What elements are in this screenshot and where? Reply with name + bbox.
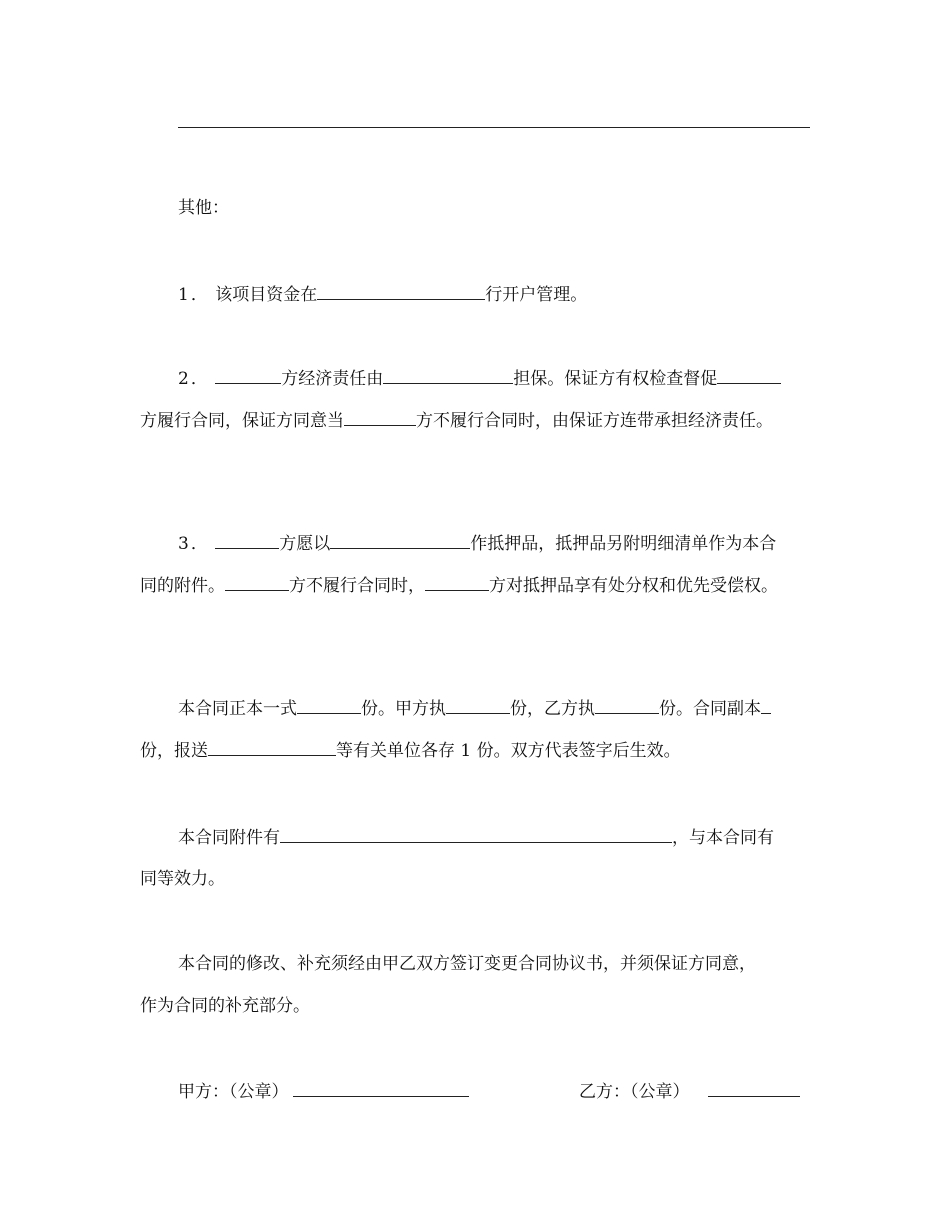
party-a-seal-blank[interactable] — [293, 1080, 469, 1097]
copies-count-blank[interactable] — [297, 697, 361, 714]
party-blank[interactable] — [215, 367, 281, 384]
party-a-copies-blank[interactable] — [446, 697, 510, 714]
annex-line-2: 同等效力。 — [140, 869, 225, 889]
annex-line-1: 本合同附件有 ，与本合同有 — [178, 828, 774, 848]
clause-3-line-2: 同的附件。 方不履行合同时， 方对抵押品享有处分权和优先受偿权。 — [140, 576, 778, 596]
party-blank[interactable] — [215, 532, 279, 549]
copies-line-2: 份，报送 等有关单位各存 1 份。双方代表签字后生效。 — [140, 741, 681, 761]
top-rule — [178, 127, 810, 128]
amend-line-1: 本合同的修改、补充须经由甲乙双方签订变更合同协议书，并须保证方同意， — [178, 954, 756, 974]
recipient-blank[interactable] — [208, 739, 336, 756]
party-blank[interactable] — [225, 574, 289, 591]
guarantor-blank[interactable] — [383, 367, 513, 384]
party-b-copies-blank[interactable] — [595, 697, 659, 714]
clause-1-number: 1． — [178, 285, 210, 305]
clause-2-number: 2． — [178, 369, 210, 389]
duplicate-count-blank[interactable] — [761, 697, 771, 714]
clause-2-line-2: 方履行合同，保证方同意当 方不履行合同时，由保证方连带承担经济责任。 — [140, 411, 773, 431]
amend-line-2: 作为合同的补充部分。 — [140, 996, 310, 1016]
signature-party-a: 甲方：（公章） — [178, 1080, 469, 1103]
clause-1: 1． 该项目资金在 行开户管理。 — [178, 285, 588, 305]
party-blank[interactable] — [425, 574, 489, 591]
party-b-seal-blank[interactable] — [708, 1080, 800, 1097]
section-heading: 其他： — [178, 198, 229, 218]
annex-blank[interactable] — [280, 826, 672, 843]
collateral-blank[interactable] — [330, 532, 470, 549]
bank-blank[interactable] — [317, 283, 485, 300]
clause-2-line-1: 2． 方经济责任由 担保。保证方有权检查督促 — [178, 367, 781, 390]
clause-3-number: 3． — [178, 534, 210, 554]
signature-party-b: 乙方：（公章） — [579, 1080, 800, 1103]
party-blank[interactable] — [344, 409, 416, 426]
clause-3-line-1: 3． 方愿以 作抵押品，抵押品另附明细清单作为本合 — [178, 534, 777, 554]
party-blank[interactable] — [717, 367, 781, 384]
copies-line-1: 本合同正本一式 份。甲方执 份，乙方执 份。合同副本 — [178, 697, 771, 720]
